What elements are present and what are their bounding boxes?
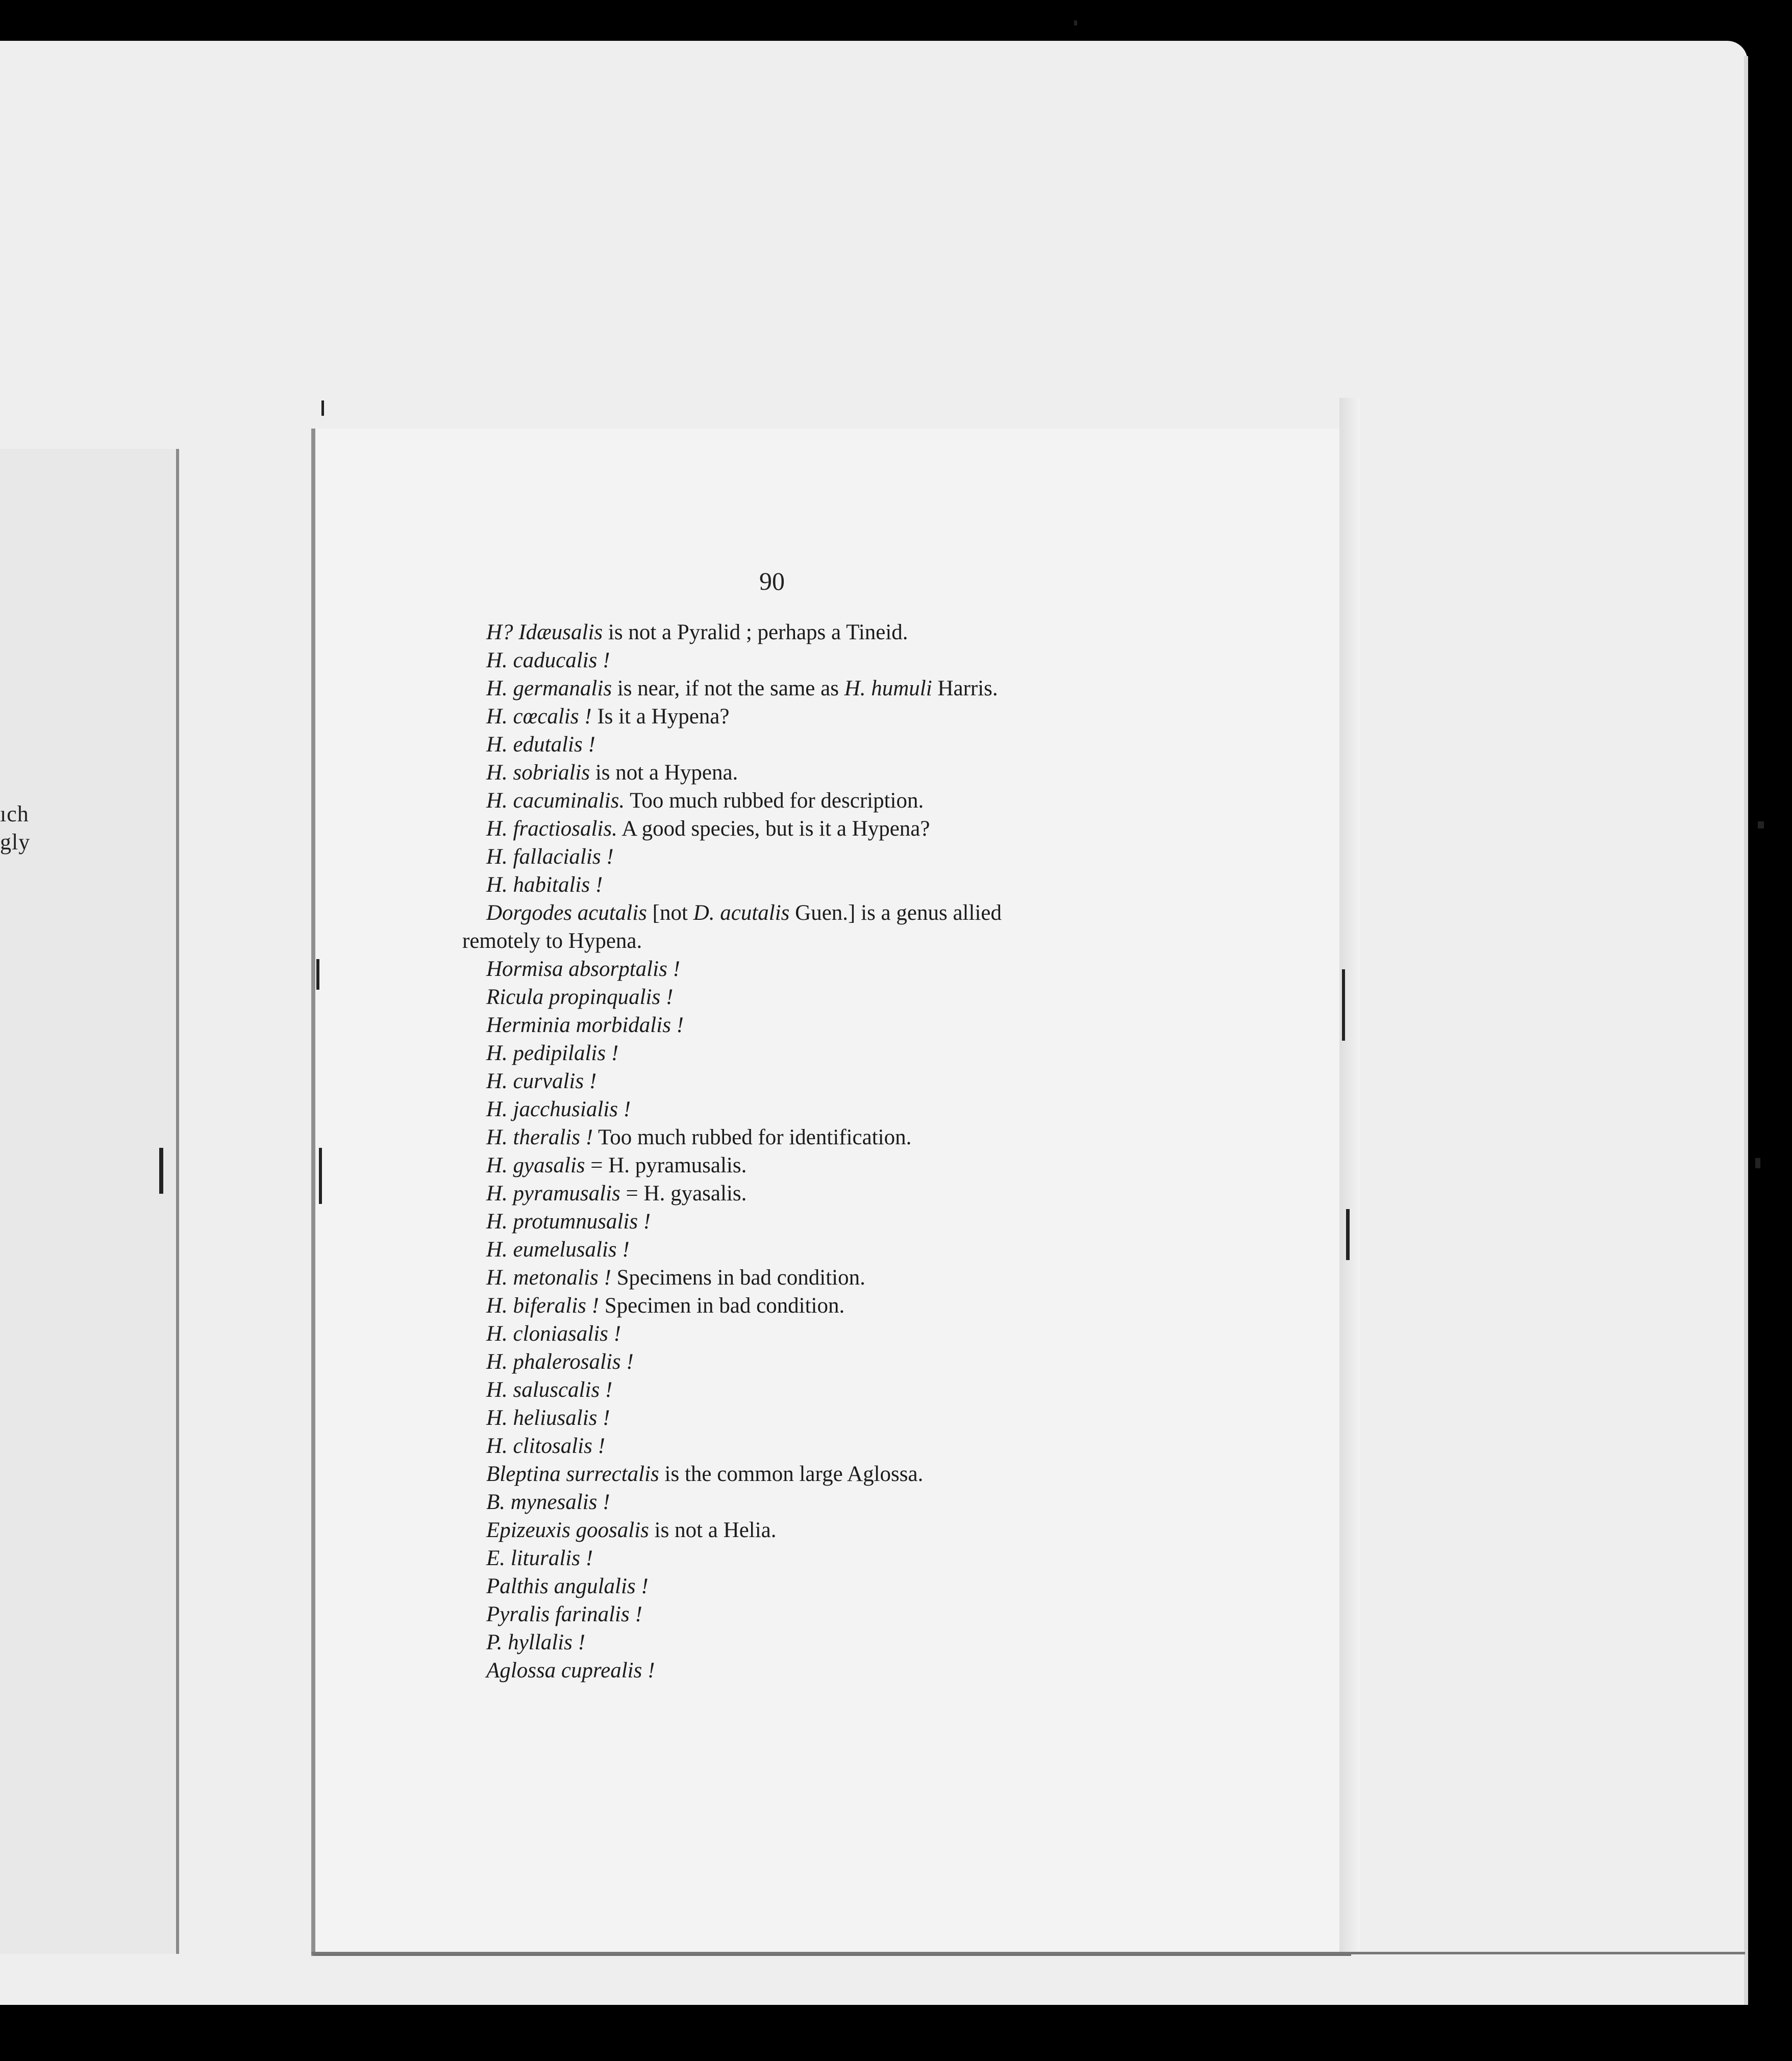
species-name: H. saluscalis ! xyxy=(486,1378,613,1402)
list-item xyxy=(486,1179,1099,1208)
species-name: P. hyllalis ! xyxy=(486,1630,585,1654)
species-name: Pyralis farinalis ! xyxy=(486,1602,642,1626)
scan-speck xyxy=(321,400,324,416)
list-item xyxy=(486,1264,1099,1292)
list-item xyxy=(486,731,1099,759)
species-name: Palthis angulalis ! xyxy=(486,1574,649,1598)
entry-note: remotely to Hypena. xyxy=(462,929,642,953)
entry-note: Specimen in bad condition. xyxy=(599,1294,845,1318)
entry-note: is not a Helia. xyxy=(649,1518,777,1542)
scan-speck xyxy=(1074,20,1077,26)
species-name: H. phalerosalis ! xyxy=(486,1350,634,1374)
scan-speck xyxy=(316,959,319,990)
list-item xyxy=(486,1348,1099,1376)
species-name: H. cloniasalis ! xyxy=(486,1322,621,1346)
list-item xyxy=(486,1460,1099,1488)
species-name: H. cacuminalis. xyxy=(486,789,625,813)
scan-speck xyxy=(159,1148,163,1194)
entry-note: [not xyxy=(646,901,693,925)
species-name: Hormisa absorptalis ! xyxy=(486,957,680,981)
list-item xyxy=(486,1432,1099,1460)
species-name: H. cœcalis ! xyxy=(486,705,592,728)
list-item xyxy=(486,899,1099,927)
species-name: Herminia morbidalis ! xyxy=(486,1013,684,1037)
list-item xyxy=(486,1376,1099,1404)
entry-note: is the common large Aglossa. xyxy=(659,1462,924,1486)
list-item xyxy=(486,1292,1099,1320)
species-name: H. curvalis ! xyxy=(486,1069,597,1093)
list-item xyxy=(486,1320,1099,1348)
species-name: Dorgodes acutalis xyxy=(486,901,647,925)
list-item xyxy=(486,1011,1099,1039)
list-item xyxy=(486,983,1099,1011)
species-name: H. edutalis ! xyxy=(486,733,595,757)
species-name: H. heliusalis ! xyxy=(486,1406,610,1430)
left-page xyxy=(0,449,179,1954)
list-item xyxy=(486,1628,1099,1656)
page-number: 90 xyxy=(759,567,785,595)
list-item xyxy=(486,674,1099,702)
species-name: H. clitosalis ! xyxy=(486,1434,605,1458)
list-item xyxy=(486,759,1099,787)
species-name: H. gyasalis xyxy=(486,1153,585,1177)
entry-note: Harris. xyxy=(932,676,998,700)
entry-note: = H. pyramusalis. xyxy=(585,1153,747,1177)
entry-note: is not a Hypena. xyxy=(590,761,738,785)
list-item xyxy=(486,1067,1099,1095)
species-name: H. caducalis ! xyxy=(486,648,610,672)
species-name: H. jacchusialis ! xyxy=(486,1097,631,1121)
list-item xyxy=(486,1656,1099,1685)
page-bottom-edge xyxy=(311,1952,1745,1954)
entry-note: = H. gyasalis. xyxy=(620,1182,747,1205)
species-name: B. mynesalis ! xyxy=(486,1490,610,1514)
entry-note: is near, if not the same as xyxy=(612,676,844,700)
species-name: H. pedipilalis ! xyxy=(486,1041,619,1065)
list-item xyxy=(486,871,1099,899)
list-item xyxy=(486,1600,1099,1628)
species-name: H. metonalis ! xyxy=(486,1266,611,1290)
species-name: H? Idæusalis xyxy=(486,620,603,644)
left-page-fragment-2: gly xyxy=(0,830,31,854)
species-name: H. biferalis ! xyxy=(486,1294,599,1318)
scan-speck xyxy=(1758,821,1764,828)
scan-speck xyxy=(1755,1158,1760,1168)
scan-speck xyxy=(1342,969,1345,1041)
species-name: H. sobrialis xyxy=(486,761,590,785)
species-name: Ricula propinqualis ! xyxy=(486,985,674,1009)
species-name: H. habitalis ! xyxy=(486,873,603,897)
list-item xyxy=(486,1544,1099,1572)
list-item xyxy=(486,702,1099,731)
species-name: E. lituralis ! xyxy=(486,1546,593,1570)
list-item xyxy=(486,1208,1099,1236)
list-item xyxy=(486,646,1099,674)
species-name: H. theralis ! xyxy=(486,1125,593,1149)
species-name: Epizeuxis goosalis xyxy=(486,1518,649,1542)
entry-note: Is it a Hypena? xyxy=(591,705,730,728)
species-name: H. eumelusalis ! xyxy=(486,1238,630,1262)
list-item xyxy=(486,1572,1099,1600)
species-name: H. fractiosalis. xyxy=(486,817,617,841)
list-item xyxy=(486,1236,1099,1264)
list-item xyxy=(486,815,1099,843)
species-name: D. acutalis xyxy=(693,901,790,925)
list-item xyxy=(486,1151,1099,1179)
scan-speck xyxy=(319,1148,322,1204)
list-item xyxy=(486,1095,1099,1123)
list-item xyxy=(486,1488,1099,1516)
page-fold xyxy=(1339,398,1360,1954)
entry-note: Too much rubbed for description. xyxy=(625,789,924,813)
species-name: Bleptina surrectalis xyxy=(486,1462,659,1486)
left-page-fragment-1: ıch xyxy=(0,801,29,826)
list-item xyxy=(486,955,1099,983)
list-item xyxy=(486,787,1099,815)
list-item xyxy=(486,1404,1099,1432)
species-name: H. protumnusalis ! xyxy=(486,1210,651,1234)
list-item xyxy=(486,1039,1099,1067)
sheet-edge xyxy=(1744,56,1748,2005)
entry-note: Too much rubbed for identification. xyxy=(593,1125,912,1149)
list-item xyxy=(486,843,1099,871)
species-name: H. fallacialis ! xyxy=(486,845,614,869)
list-item xyxy=(486,1516,1099,1544)
species-name: H. pyramusalis xyxy=(486,1182,620,1205)
scan-speck xyxy=(1346,1209,1350,1260)
list-item xyxy=(486,618,1099,646)
entry-note: Guen.] is a genus allied xyxy=(789,901,1002,925)
species-name: Aglossa cuprealis ! xyxy=(486,1658,655,1682)
entry-note: A good species, but is it a Hypena? xyxy=(617,817,930,841)
list-item xyxy=(486,1123,1099,1151)
list-item xyxy=(462,927,1099,955)
entry-note: Specimens in bad condition. xyxy=(611,1266,865,1290)
species-name: H. germanalis xyxy=(486,676,612,700)
species-list xyxy=(462,618,1099,1685)
species-name: H. humuli xyxy=(844,676,932,700)
entry-note: is not a Pyralid ; perhaps a Tineid. xyxy=(603,620,908,644)
